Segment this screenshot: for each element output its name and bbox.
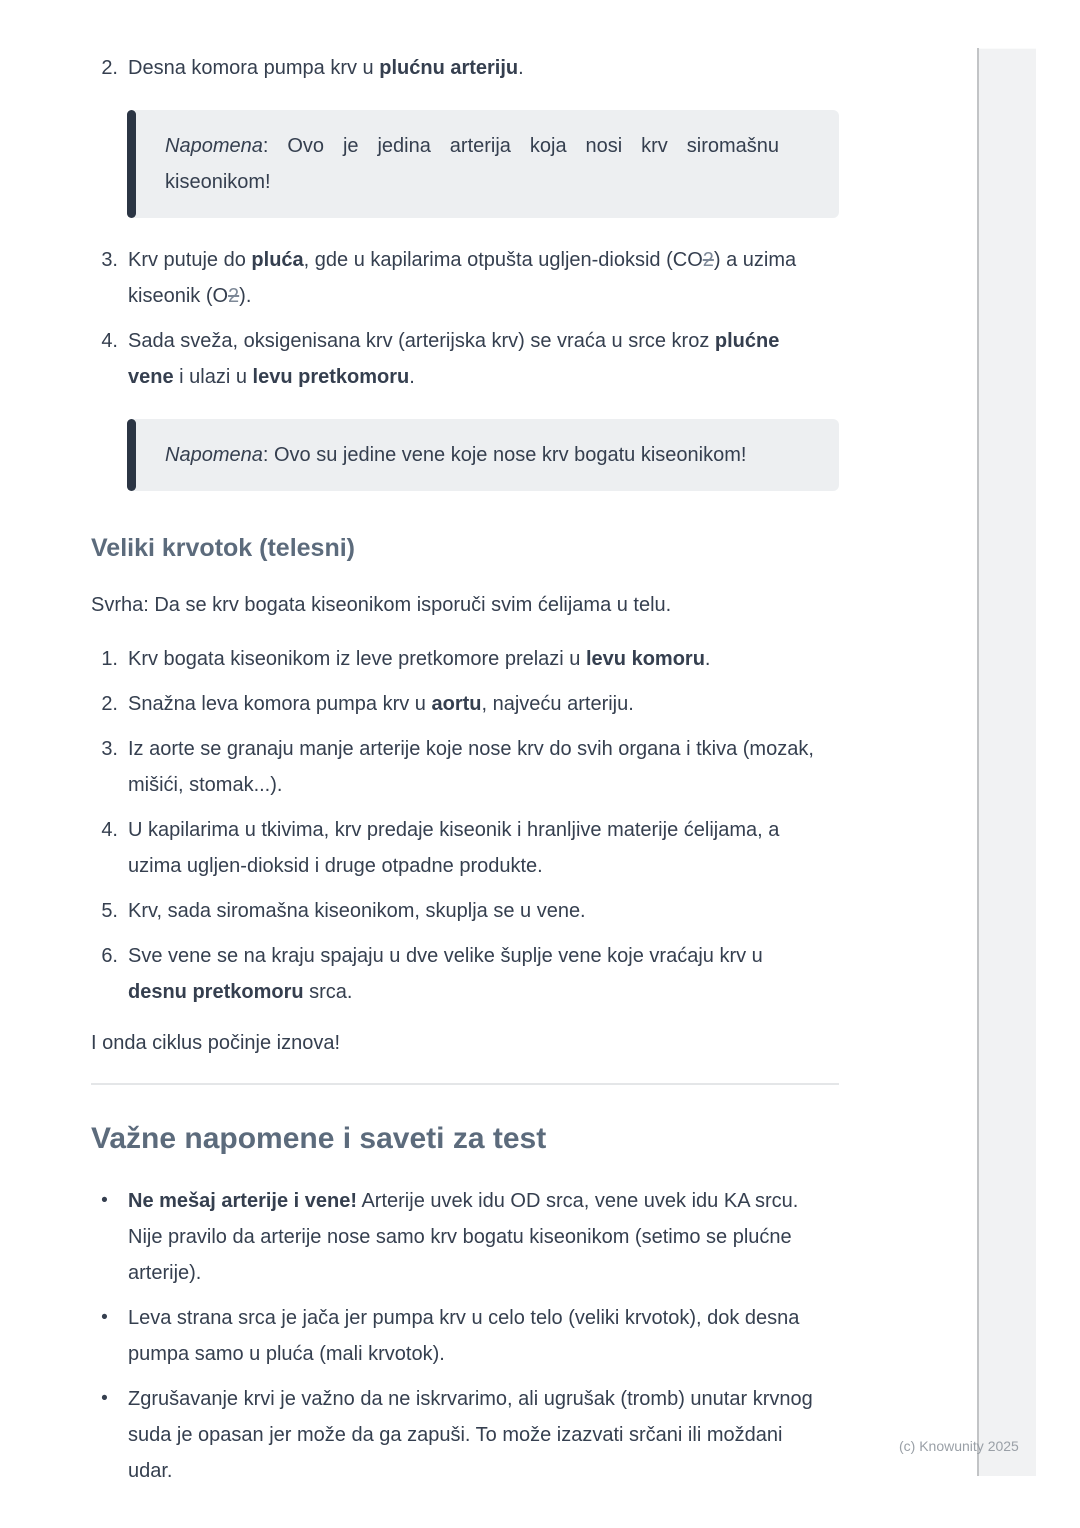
text-run: Snažna leva komora pumpa krv u [128,693,432,715]
text-run: Krv, sada siromašna kiseonikom, skuplja se u vene. [128,900,586,922]
list-text [128,686,634,722]
text-run: Krv bogata kiseonikom iz leve pretkomore prelazi u [128,648,586,670]
list-text [128,893,586,929]
content-column [91,50,839,1498]
list-text [128,1381,816,1489]
list-text [128,242,816,314]
list-number: 1. [101,648,118,670]
list-item [91,731,839,803]
text-run: plućne vene [128,330,780,388]
systemic-steps-list [91,641,839,1010]
list-text [128,731,816,803]
list-text [128,812,816,884]
list-item [91,1300,839,1372]
text-run: . [518,57,524,79]
list-text [128,50,524,86]
text-run: Krv putuje do [128,249,252,271]
text-run: ) a uzima kiseonik (O [128,249,797,307]
adjacent-page-edge [977,48,1036,1476]
text-run: Leva strana srca je jača jer pumpa krv u celo telo (veliki krvotok), dok desna pumpa samo u pluća (mali krvotok). [128,1307,800,1365]
text-run: Ne mešaj arterije i vene! [128,1190,358,1212]
text-run: : Ovo je jedina arterija koja nosi krv siromašnu kiseonikom! [165,135,779,193]
list-number: 5. [101,900,118,922]
list-number: 4. [101,819,118,841]
list-item [91,242,839,314]
list-item [91,812,839,884]
text-run: i ulazi u [173,366,253,388]
list-item [91,938,839,1010]
text-run: Iz aorte se granaju manje arterije koje nose krv do svih organa i tkiva (mozak, mišići, stomak...). [128,738,814,796]
tips-bullet-list [91,1183,839,1489]
list-item [91,323,839,395]
text-run: : Ovo su jedine vene koje nose krv bogatu kiseonikom! [262,444,747,466]
list-item [91,641,839,677]
purpose-paragraph: Svrha: Da se krv bogata kiseonikom isporuči svim ćelijama u telu. [91,594,672,616]
list-text [128,641,710,677]
list-item [91,1381,839,1489]
list-text [128,1300,816,1372]
list-item [91,1183,839,1291]
text-run: Napomena [165,444,263,466]
text-run: . [409,366,415,388]
bullet-marker: • [101,1307,108,1328]
text-run: 2 [228,285,240,307]
watermark: (c) Knowunity 2025 [899,1438,1019,1454]
text-run: Napomena [165,135,263,157]
text-run: Desna komora pumpa krv u [128,57,380,79]
note-text [165,128,779,200]
list-number: 3. [101,738,118,760]
list-text [128,1183,816,1291]
text-run: U kapilarima u tkivima, krv predaje kiseonik i hranljive materije ćelijama, a uzima ugljen-dioksid i druge otpadne produkte. [128,819,780,877]
bullet-marker: • [101,1190,108,1211]
list-number: 2. [101,57,118,79]
text-run: . [704,648,711,670]
text-run: Sada sveža, oksigenisana krv (arterijska krv) se vraća u srce kroz [128,330,715,352]
text-run: levu pretkomoru [252,366,410,388]
note-text [165,437,779,473]
section-heading-veliki-krvotok: Veliki krvotok (telesni) [91,534,355,562]
list-number: 4. [101,330,118,352]
list-item [91,893,839,929]
section-divider [91,1083,839,1085]
text-run: aortu [431,693,482,715]
list-number: 6. [101,945,118,967]
text-run: desnu pretkomoru [128,981,304,1003]
text-run: plućnu arteriju [379,57,519,79]
bullet-marker: • [101,1388,108,1409]
list-text [128,323,816,395]
list-number: 3. [101,249,118,271]
section-heading-vazne-napomene: Važne napomene i saveti za test [91,1122,547,1155]
list-text [128,938,816,1010]
list-item [91,686,839,722]
text-run: ). [239,285,252,307]
text-run: 2 [702,249,714,271]
text-run: srca. [303,981,353,1003]
text-run: Zgrušavanje krvi je važno da ne iskrvarimo, ali ugrušak (tromb) unutar krvnog suda je opasan jer može da ga zapuši. To može izazvati srčani ili moždani udar. [128,1388,813,1482]
list-item [91,50,839,86]
closing-paragraph: I onda ciklus počinje iznova! [91,1032,341,1054]
list-number: 2. [101,693,118,715]
note-callout [127,419,839,491]
text-run: Arterije uvek idu OD srca, vene uvek idu KA srcu. Nije pravilo da arterije nose samo krv bogatu kiseonikom (setimo se plućne arterije). [128,1190,799,1284]
text-run: , gde u kapilarima otpušta ugljen-dioksid (CO [303,249,703,271]
text-run: Sve vene se na kraju spajaju u dve velike šuplje vene koje vraćaju krv u [128,945,763,967]
note-callout [127,110,839,218]
text-run: pluća [251,249,304,271]
text-run: , najveću arteriju. [481,693,634,715]
text-run: levu komoru [586,648,705,670]
